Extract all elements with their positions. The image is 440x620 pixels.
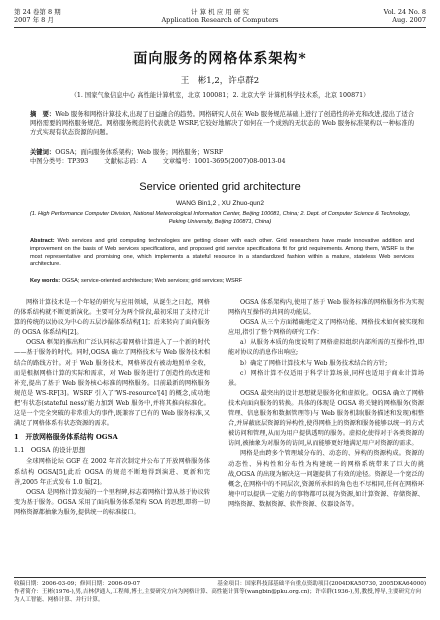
clc-number: 中图分类号：TP393 xyxy=(30,158,89,165)
body-paragraph: OGSA 体系架构内,使用了基于 Web 服务标准的网格服务作为实现网格内互操作的共同的功能层。 xyxy=(228,299,424,317)
abstract-cn-label: 摘 要： xyxy=(30,111,56,118)
keywords-cn-label: 关键词： xyxy=(30,149,56,156)
author-bio: 作者简介：王彬(1976-),男,吉林伊通人,工程师,博士,主要研究方向为网格计算、高性能计算等(wangbin@pku.org.cn)；许卓群(1936-),男,教授,博导,主要研究方向为人工智能、网格计算、并行计算。 xyxy=(14,589,421,604)
body-paragraph: OGSA 是网格计算发展的一个里程碑,标志着网格计算从基于协议转变为基于服务。OGSA 采用了面向服务体系架构 SOA 的思想,即将一切网格资源都抽象为服务,提供统一的标准接口。 xyxy=(14,488,210,516)
keywords-en-text: OGSA; service-oriented architecture; Web services; grid services; WSRF xyxy=(61,278,243,284)
abstract-en xyxy=(30,238,414,269)
subsection-heading: 1.1 OGSA 的设计思想 xyxy=(14,446,86,455)
body-paragraph: 全球网格论坛 GGF 在 2002 年首次制定并公布了开放网格服务体系结构 OGSA[5],此后 OGSA 的规范不断地得到演进、更新和完善,2005 年正式发布 1.0 版[2]。 xyxy=(14,458,210,486)
footnote xyxy=(14,577,426,605)
body-column-right xyxy=(228,298,424,510)
paper-title: 面向服务的网格体系架构* xyxy=(133,51,307,67)
affiliation-en: (1. High Performance Computer Division, National Meteorological Information Center, Beijing 100081, China; 2. Dept. of Computer Science & Technology, Peking University, Beijing 100871, China) xyxy=(29,211,411,225)
abstract-cn xyxy=(30,110,414,137)
keywords-cn xyxy=(30,148,414,157)
body-paragraph: 网格是由跨多个管理域分布的、动态的、异构的资源构成。资源的动态性、异构性和分布性为构建统一的网格系统带来了巨大的挑战,OGSA 的出现为解决这一问题提供了有效的途径。资源是一个宽泛的概念,在网格中的不同层次,资源所承担的角色也不尽相同,任何在网格环境中可以提供一定能力的事物都可以视为资源,如计算资源、存储资源、网络资源、数据资源、软件资源、仪器设备等。 xyxy=(228,450,424,508)
header-volume: 第 24 卷第 8 期 2007 年 8 月 xyxy=(14,8,61,24)
body-column-left xyxy=(14,298,210,518)
body-paragraph: OGSA 最突出的设计思想就是服务化和虚拟化。OGSA 确立了网格技术向面向服务的转换。具体的体现是 OGSA 将关键的网格服务(资源管理、信息服务和数据管理等)与 Web 服务机制(服务描述和发现)相整合,并屏蔽底层资源的异构性,使得网格上的资源和服务能够以统一的方式被访问和管理,从而为用户提供透明的服务。虚拟化使得对于各类资源的访问,被抽象为对服务的访问,从而能够更好地满足用户对资源的需求。 xyxy=(228,389,424,448)
body-paragraph: OGSA 从三个方面精确地定义了网格功能、网格技术如何被实现和应用,指引了整个网格的研究工作： xyxy=(228,319,424,337)
header-journal-name: 计 算 机 应 用 研 究 Application Research of Computers xyxy=(161,8,279,24)
affiliation: （1. 国家气象信息中心 高性能计算机室，北京 100081；2. 北京大学 计算机科学技术系，北京 100871） xyxy=(70,92,370,99)
abstract-cn-text: Web 服务和网格计算技术,出现了日益融合的趋势。网格研究人员在 Web 服务规范基础上进行了创造性的补充和改进,提出了适合网格需要的网格服务规范。网格服务规范的代表就是 WSRF,它较好地解决了如何在一个成熟的无状态的 Web 服务标准架构以一种标准的方式实现有状态资源的问题。 xyxy=(30,111,414,136)
doc-code: 文献标志码：A xyxy=(104,158,147,165)
list-item: b）确定了网格计算技术与 Web 服务技术结合的方针; xyxy=(240,359,388,367)
section-heading: 1 开放网格服务体系结构 OGSA xyxy=(14,433,118,442)
keywords-en-label: Key words: xyxy=(30,278,61,284)
authors-en: WANG Bin1,2 , XU Zhuo-qun2 xyxy=(176,200,264,207)
received-date: 收稿日期：2006-03-09；修回日期：2006-09-07 xyxy=(14,581,141,587)
authors: 王 彬1,2，许卓群2 xyxy=(180,76,260,86)
body-paragraph: 网格计算技术是一个年轻的研究与应用领域，从诞生之日起，网格的体系结构就不断更新演化。主要可分为两个阶段,最初采用了支持元计算的传统的以协议为中心的五层沙漏体系结构[1]；后来转向了面向服务的 OGSA 体系结构[2]。 xyxy=(14,299,210,337)
keywords-en xyxy=(30,278,414,286)
body-paragraph: OGSA 框架的推出和广泛认同标志着网格计算进入了一个新的时代——基于服务的时代。同时,OGSA 确立了网格技术与 Web 服务技术相结合的路线方针。对于 Web 服务技术，网格界没有被动地照单全收，而是根据网格计算的实际和需求，对 Web 服务进行了创造性的改进和补充,提出了基于 Web 服务核心标准的网格服务。目前最新的网格服务规范是 WS-RF[3]。WSRF 引入了'WS-resource'[4] 的概念,成功地把'有状态(stateful ness)'能力加到 Web 服务中,并将其推向标准化。这是一个完全突破的非常重大的事件,既兼容了已有的 Web 服务标准,又满足了网格体系有状态资源的需求。 xyxy=(14,339,210,428)
journal-header xyxy=(14,6,426,28)
fund-project: 基金项目：国家科技部基础平台重点资助项目(2004DKA50730, 2005DKA64000) xyxy=(217,581,426,587)
abstract-en-label: Abstract: xyxy=(30,238,55,244)
paper-title-en: Service oriented grid architecture xyxy=(139,181,301,193)
classification-line xyxy=(30,157,414,166)
list-item: c）网格计算不仅适用于科学计算场景,同样也适用于商业计算场景。 xyxy=(228,369,424,387)
article-number: 文章编号：1001-3695(2007)08-0013-04 xyxy=(162,158,286,165)
abstract-en-text: Web services and grid computing technologies are getting closer with each other. Grid researchers have made innovative addition and improvement on the basis of Web services specifications, and proposed grid service specifications fit for grid requirements. Among them, WSRF is the most representative and promising one, which implements a stateful resource in a standardized fashion within a mature, stateless Web services architecture. xyxy=(30,238,414,268)
header-volume-en: Vol. 24 No. 8 Aug. 2007 xyxy=(383,8,426,24)
list-item: a）从服务本质的角度说明了网格虚拟组织内部所需的互操作性,即能对协议的消息作出响应; xyxy=(228,339,424,357)
keywords-cn-text: OGSA；面向服务体系架构；Web 服务；网格服务；WSRF xyxy=(55,149,224,156)
